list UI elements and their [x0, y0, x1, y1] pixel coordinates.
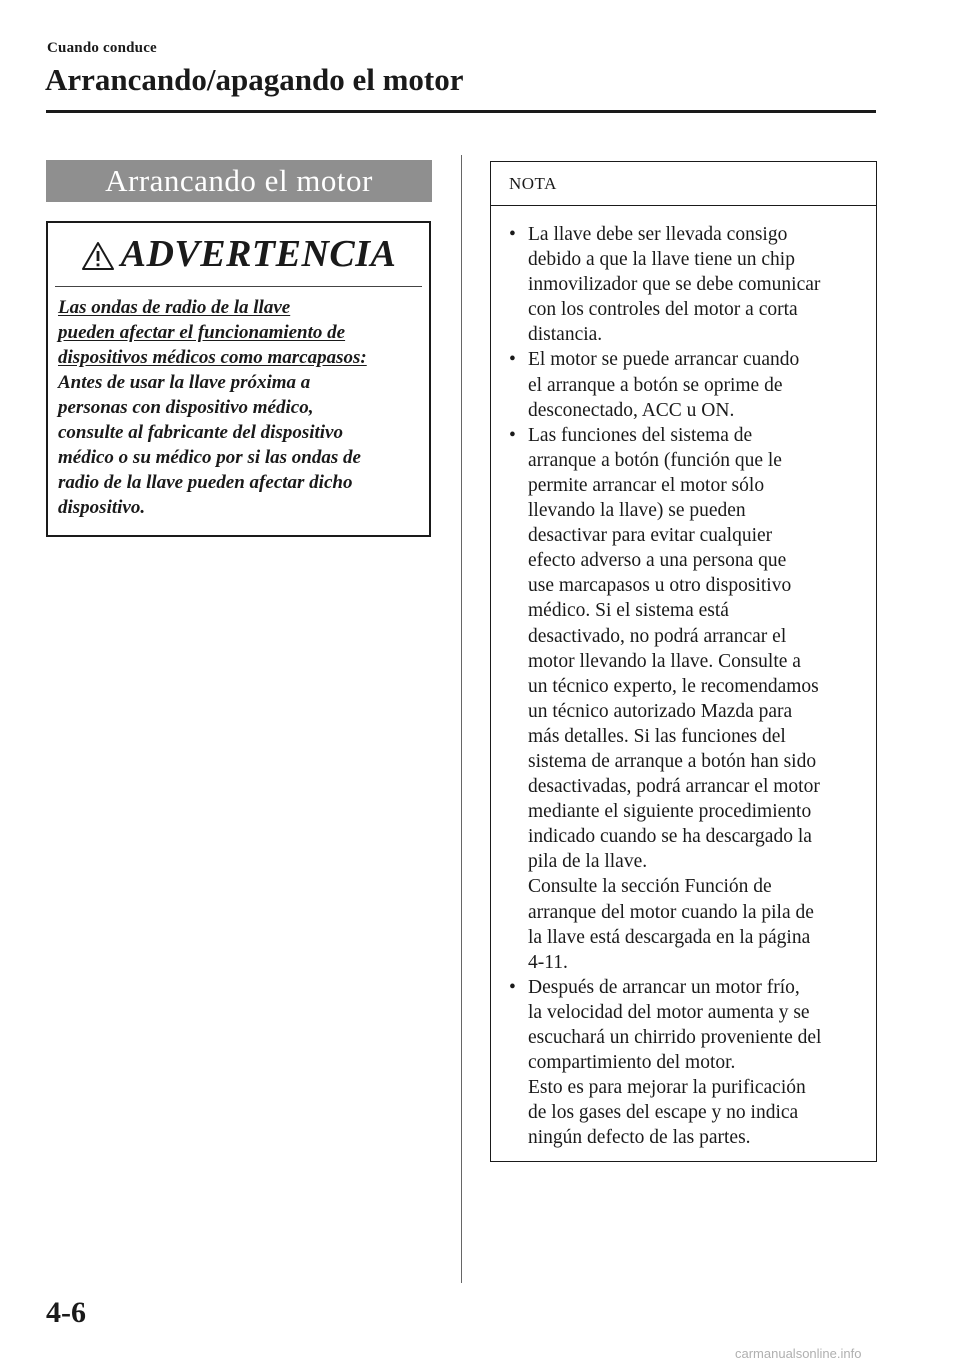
note-line-text: la llave está descargada en la página [528, 926, 811, 948]
note-title: NOTA [509, 174, 557, 193]
bullet-mark: • [509, 424, 516, 446]
note-line-text: 4-11. [528, 951, 568, 973]
note-line-text: motor llevando la llave. Consulte a [528, 650, 801, 672]
note-line-text: escuchará un chirrido proveniente del [528, 1027, 822, 1048]
note-line [507, 598, 821, 623]
note-line [507, 950, 821, 975]
note-line [507, 799, 821, 824]
note-line [507, 448, 821, 473]
note-line-text: inmovilizador que se debe comunicar [528, 274, 821, 296]
note-line [507, 824, 821, 849]
note-line [507, 749, 821, 774]
warning-line [58, 395, 367, 420]
note-divider [491, 205, 876, 206]
bullet-mark: • [509, 224, 516, 245]
note-line-text: llevando la llave) se pueden [528, 500, 746, 522]
note-line-text: con los controles del motor a corta [528, 299, 798, 321]
note-line-text: permite arrancar el motor sólo [528, 474, 765, 496]
note-line [507, 1075, 821, 1100]
note-line-text: desactivado, no podrá arrancar el [528, 625, 787, 647]
column-divider [461, 155, 462, 1283]
warning-line [58, 370, 367, 395]
warning-text [58, 295, 367, 520]
bullet-mark: • [509, 976, 516, 998]
warning-line [58, 295, 367, 320]
note-line [507, 1025, 821, 1050]
note-line-text: desactivadas, podrá arrancar el motor [528, 776, 820, 798]
note-line [507, 573, 821, 598]
section-heading: Arrancando el motor [46, 160, 432, 202]
warning-box [46, 221, 431, 537]
warning-line-text: médico o su médico por si las ondas de [58, 447, 361, 468]
note-line-text: el arranque a botón se oprime de [528, 374, 783, 396]
warning-line [58, 320, 367, 345]
warning-title: ADVERTENCIA [120, 233, 397, 275]
note-line [507, 1050, 821, 1075]
note-line-text: más detalles. Si las funciones del [528, 725, 786, 747]
note-line [507, 247, 821, 272]
note-bullet-item [507, 222, 821, 247]
note-line-text: Consulte la sección Función de [528, 876, 772, 898]
note-line-text: arranque del motor cuando la pila de [528, 901, 814, 923]
note-line-text: indicado cuando se ha descargado la [528, 826, 812, 848]
note-line-text: ningún defecto de las partes. [528, 1127, 751, 1149]
note-line-text: debido a que la llave tiene un chip [528, 249, 795, 271]
note-line [507, 900, 821, 925]
note-line-text: compartimiento del motor. [528, 1052, 736, 1074]
note-line [507, 498, 821, 523]
warning-line-text: dispositivos médicos como marcapasos: [58, 347, 367, 368]
warning-line [58, 495, 367, 520]
bullet-mark: • [509, 349, 516, 371]
warning-line [58, 445, 367, 470]
note-line [507, 322, 821, 347]
note-line [507, 373, 821, 398]
note-line [507, 849, 821, 874]
note-line [507, 649, 821, 674]
note-line [507, 724, 821, 749]
note-line [507, 398, 821, 423]
note-bullet-item [507, 975, 821, 1000]
page-title: Arrancando/apagando el motor [45, 62, 464, 97]
note-line [507, 473, 821, 498]
warning-line-text: pueden afectar el funcionamiento de [58, 322, 346, 343]
note-line-text: pila de la llave. [528, 851, 648, 873]
warning-line-text: consulte al fabricante del dispositivo [58, 422, 343, 443]
warning-triangle-icon [81, 241, 115, 271]
note-bullet-item [507, 423, 821, 448]
warning-header [48, 223, 429, 285]
note-line-text: efecto adverso a una persona que [528, 550, 787, 572]
note-line [507, 624, 821, 649]
warning-divider [55, 286, 422, 287]
warning-line [58, 345, 367, 370]
note-line [507, 1100, 821, 1125]
warning-line-text: personas con dispositivo médico, [58, 397, 314, 418]
note-line-text: distancia. [528, 324, 603, 346]
note-bullet-item [507, 347, 821, 372]
note-line-text: La llave debe ser llevada consigo [528, 224, 788, 245]
warning-line-text: radio de la llave pueden afectar dicho [58, 472, 353, 493]
note-line [507, 1125, 821, 1150]
note-line [507, 548, 821, 573]
note-line-text: la velocidad del motor aumenta y se [528, 1001, 810, 1023]
page-number: 4-6 [46, 1296, 86, 1329]
note-line-text: arranque a botón (función que le [528, 449, 782, 471]
warning-line [58, 470, 367, 495]
warning-line-text: Las ondas de radio de la llave [58, 297, 291, 318]
note-line [507, 925, 821, 950]
note-line-text: un técnico autorizado Mazda para [528, 700, 793, 722]
watermark: carmanualsonline.info [735, 1346, 862, 1361]
note-line-text: médico. Si el sistema está [528, 600, 729, 622]
warning-line-text: Antes de usar la llave próxima a [58, 372, 311, 393]
note-line [507, 297, 821, 322]
note-line-text: de los gases del escape y no indica [528, 1102, 799, 1124]
note-line [507, 1000, 821, 1025]
warning-line [58, 420, 367, 445]
note-line [507, 774, 821, 799]
note-line [507, 674, 821, 699]
note-line-text: sistema de arranque a botón han sido [528, 750, 817, 772]
note-line [507, 874, 821, 899]
note-line-text: un técnico experto, le recomendamos [528, 675, 819, 697]
warning-line-text: dispositivo. [58, 497, 146, 518]
note-line-text: Las funciones del sistema de [528, 424, 753, 446]
note-line-text: Después de arrancar un motor frío, [528, 976, 800, 998]
note-line [507, 523, 821, 548]
note-line-text: Esto es para mejorar la purificación [528, 1077, 806, 1099]
note-line [507, 272, 821, 297]
note-line-text: desactivar para evitar cualquier [528, 525, 773, 547]
note-line-text: mediante el siguiente procedimiento [528, 801, 812, 823]
note-line-text: use marcapasos u otro dispositivo [528, 575, 792, 597]
note-line-text: El motor se puede arrancar cuando [528, 349, 800, 371]
title-divider [46, 110, 876, 113]
note-box [490, 161, 877, 1162]
note-text [507, 222, 821, 1150]
note-line-text: desconectado, ACC u ON. [528, 399, 735, 421]
section-label: Cuando conduce [47, 40, 157, 56]
note-line [507, 699, 821, 724]
